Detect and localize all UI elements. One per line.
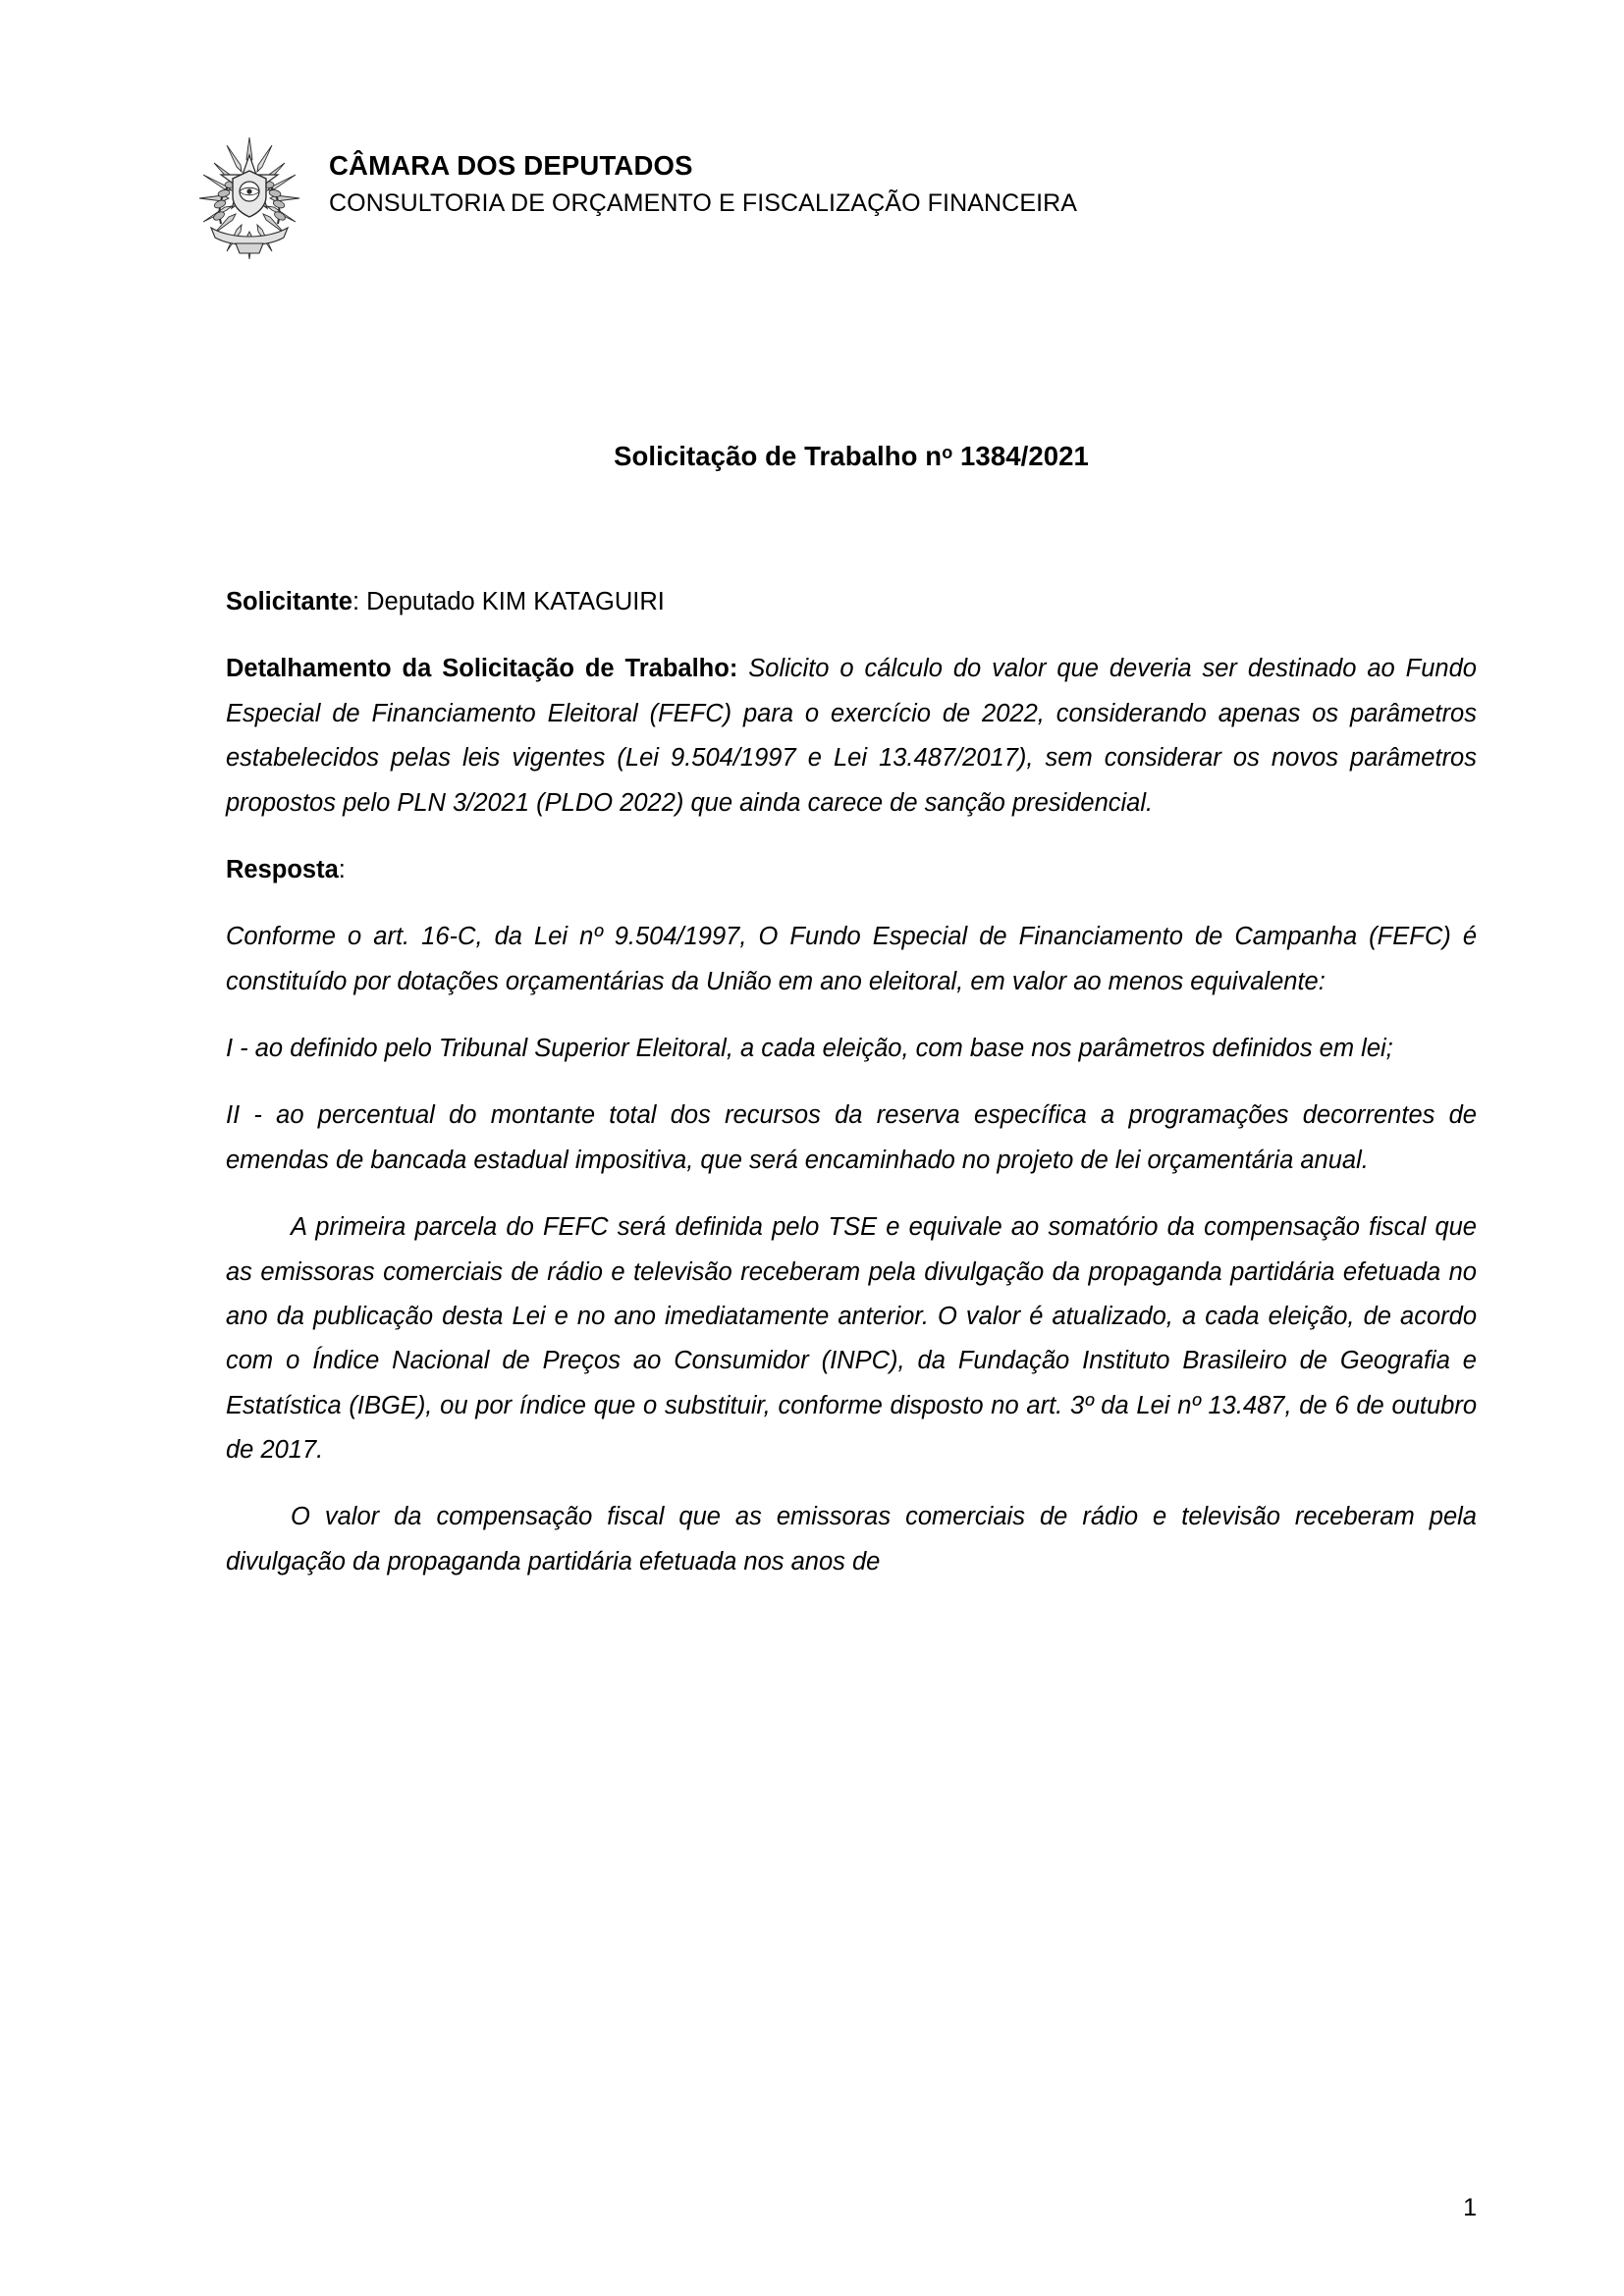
header-text-block (329, 128, 1077, 220)
request-detail (226, 647, 1477, 826)
doc-title-number: 1384/2021 (952, 441, 1089, 471)
organization-name: CÂMARA DOS DEPUTADOS (329, 150, 693, 181)
detail-text: Solicito o cálculo do valor que deveria ser destinado ao Fundo Especial de Financiamento Eleitoral (FEFC) para o exercício de 2022, considerando apenas os parâmetros estabelecidos pelas leis vigentes (Lei 9.504/1997 e Lei 13.487/2017), sem considerar os novos parâmetros propostos pelo PLN 3/2021 (PLDO 2022) que ainda carece de sanção presidencial. (226, 655, 1477, 817)
page-title (226, 441, 1477, 472)
doc-title-ordinal: o (942, 443, 953, 462)
requester-line (226, 580, 1477, 624)
requester-label: Solicitante (226, 588, 352, 615)
answer-paragraph-2: I - ao definido pelo Tribunal Superior Eleitoral, a cada eleição, com base nos parâmetros definidos em lei; (226, 1035, 1393, 1062)
doc-title-prefix: Solicitação de Trabalho n (614, 441, 943, 471)
answer-label: Resposta (226, 855, 339, 883)
brazil-coat-of-arms-icon (191, 130, 307, 269)
detail-label: Detalhamento da Solicitação de Trabalho: (226, 655, 738, 683)
answer-paragraph-1: Conforme o art. 16-C, da Lei nº 9.504/1997, O Fundo Especial de Financiamento de Campanha (FEFC) é constituído por dotações orçamentárias da União em ano eleitoral, em valor ao menos equivalente: (226, 923, 1477, 995)
page-number: 1 (1463, 2194, 1477, 2221)
document-body (226, 580, 1477, 1584)
requester-value: : Deputado KIM KATAGUIRI (352, 588, 665, 615)
department-name: CONSULTORIA DE ORÇAMENTO E FISCALIZAÇÃO FINANCEIRA (329, 189, 1078, 218)
answer-heading (226, 848, 1477, 892)
answer-colon: : (338, 855, 346, 883)
answer-paragraph-3: II - ao percentual do montante total dos recursos da reserva específica a programações decorrentes de emendas de bancada estadual impositiva, que será encaminhado no projeto de lei orçamentária anual. (226, 1101, 1477, 1174)
document-header (191, 128, 1477, 269)
answer-paragraph-4: A primeira parcela do FEFC será definida pelo TSE e equivale ao somatório da compensação fiscal que as emissoras comerciais de rádio e televisão receberam pela divulgação da propaganda partidária efetuada no ano da publicação desta Lei e no ano imediatamente anterior. O valor é atualizado, a cada eleição, de acordo com o Índice Nacional de Preços ao Consumidor (INPC), da Fundação Instituto Brasileiro de Geografia e Estatística (IBGE), ou por índice que o substituir, conforme disposto no art. 3º da Lei nº 13.487, de 6 de outubro de 2017. (226, 1213, 1477, 1464)
answer-paragraph-5: O valor da compensação fiscal que as emissoras comerciais de rádio e televisão receberam pela divulgação da propaganda partidária efetuada nos anos de (226, 1503, 1477, 1575)
